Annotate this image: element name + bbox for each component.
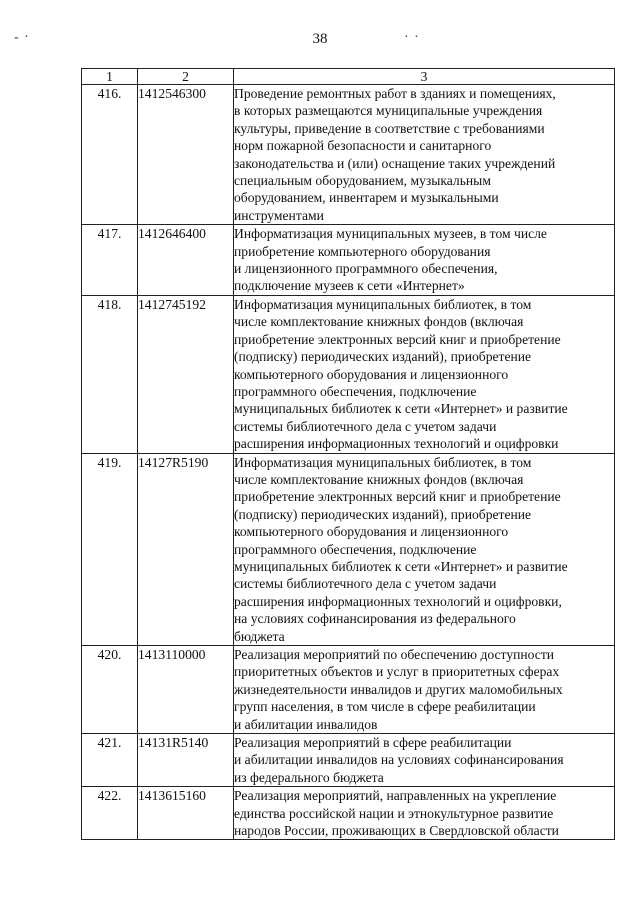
description-line: народов России, проживающих в Свердловской области — [234, 823, 559, 839]
description-line: программного обеспечения, подключение — [234, 383, 477, 399]
description-line: единства российской нации и этнокультурное развитие — [234, 805, 554, 821]
page-number: 38 — [312, 31, 328, 47]
description-line: Информатизация муниципальных библиотек, в том — [234, 454, 532, 470]
description-line: системы библиотечного дела с учетом задачи — [234, 418, 497, 434]
description-line: специальным оборудованием, музыкальным — [234, 173, 491, 189]
budget-code: 14127R5190 — [138, 453, 234, 645]
description-line: приоритетных объектов и услуг в приоритетных сферах — [234, 664, 560, 680]
description-line: культуры, приведение в соответствие с требованиями — [234, 120, 545, 136]
column-header-2: 2 — [138, 69, 234, 85]
description-line: и лицензионного программного обеспечения, — [234, 261, 498, 277]
table-body — [82, 85, 615, 840]
table-row — [82, 787, 615, 840]
table-row — [82, 453, 615, 645]
description-line: норм пожарной безопасности и санитарного — [234, 138, 492, 154]
table-row — [82, 734, 615, 787]
description-line: (подписку) периодических изданий), приобретение — [234, 349, 532, 365]
budget-code: 1413110000 — [138, 646, 234, 734]
description-line: системы библиотечного дела с учетом задачи — [234, 576, 497, 592]
description-line: в которых размещаются муниципальные учреждения — [234, 103, 543, 119]
description-line: расширения информационных технологий и оцифровки — [234, 436, 559, 452]
row-number: 416. — [82, 85, 138, 225]
table-header-row — [82, 69, 615, 85]
description-cell — [234, 295, 615, 453]
budget-code: 14131R5140 — [138, 734, 234, 787]
description-line: на условиях софинансирования из федерального — [234, 611, 516, 627]
description-line: Реализация мероприятий в сфере реабилитации — [234, 735, 512, 751]
description-line: жизнедеятельности инвалидов и других маломобильных — [234, 681, 563, 697]
description-line: бюджета — [234, 628, 285, 644]
description-line: программного обеспечения, подключение — [234, 541, 477, 557]
description-cell — [234, 646, 615, 734]
row-number: 419. — [82, 453, 138, 645]
description-line: инструментами — [234, 207, 324, 223]
description-line: оборудованием, инвентарем и музыкальными — [234, 190, 499, 206]
description-line: и абилитации инвалидов на условиях софинансирования — [234, 752, 564, 768]
description-cell — [234, 85, 615, 225]
description-line: Информатизация муниципальных музеев, в том числе — [234, 226, 547, 242]
budget-code-table — [81, 68, 615, 840]
description-line: подключение музеев к сети «Интернет» — [234, 278, 465, 294]
row-number: 417. — [82, 225, 138, 296]
description-line: расширения информационных технологий и оцифровки, — [234, 593, 562, 609]
row-number: 421. — [82, 734, 138, 787]
description-line: муниципальных библиотек к сети «Интернет» и развитие — [234, 401, 568, 417]
description-line: муниципальных библиотек к сети «Интернет» и развитие — [234, 558, 568, 574]
description-line: приобретение электронных версий книг и приобретение — [234, 489, 561, 505]
description-line: компьютерного оборудования и лицензионного — [234, 524, 509, 540]
description-cell — [234, 225, 615, 296]
table-row — [82, 85, 615, 225]
description-line: Проведение ремонтных работ в зданиях и помещениях, — [234, 86, 556, 101]
description-line: компьютерного оборудования и лицензионного — [234, 366, 509, 382]
column-header-3: 3 — [234, 69, 615, 85]
row-number: 420. — [82, 646, 138, 734]
row-number: 418. — [82, 295, 138, 453]
description-line: приобретение электронных версий книг и приобретение — [234, 331, 561, 347]
description-cell — [234, 453, 615, 645]
description-cell — [234, 787, 615, 840]
description-line: приобретение компьютерного оборудования — [234, 243, 491, 259]
description-line: Реализация мероприятий, направленных на укрепление — [234, 788, 557, 804]
description-line: групп населения, в том числе в сфере реабилитации — [234, 699, 536, 715]
description-line: Реализация мероприятий по обеспечению доступности — [234, 647, 555, 662]
description-line: Информатизация муниципальных библиотек, в том — [234, 296, 532, 312]
table-row — [82, 295, 615, 453]
budget-code: 1412646400 — [138, 225, 234, 296]
budget-code: 1413615160 — [138, 787, 234, 840]
description-line: и абилитации инвалидов — [234, 716, 378, 732]
table-row — [82, 225, 615, 296]
scan-mark-left: - · — [14, 30, 30, 45]
description-line: (подписку) периодических изданий), приобретение — [234, 506, 532, 522]
column-header-1: 1 — [82, 69, 138, 85]
scan-mark-right: · · — [404, 30, 420, 45]
description-line: числе комплектование книжных фондов (включая — [234, 314, 524, 330]
description-line: из федерального бюджета — [234, 769, 384, 785]
description-line: законодательства и (или) оснащение таких учреждений — [234, 155, 556, 171]
row-number: 422. — [82, 787, 138, 840]
budget-code: 1412546300 — [138, 85, 234, 225]
budget-code: 1412745192 — [138, 295, 234, 453]
description-cell — [234, 734, 615, 787]
table-row — [82, 646, 615, 734]
description-line: числе комплектование книжных фондов (включая — [234, 471, 524, 487]
